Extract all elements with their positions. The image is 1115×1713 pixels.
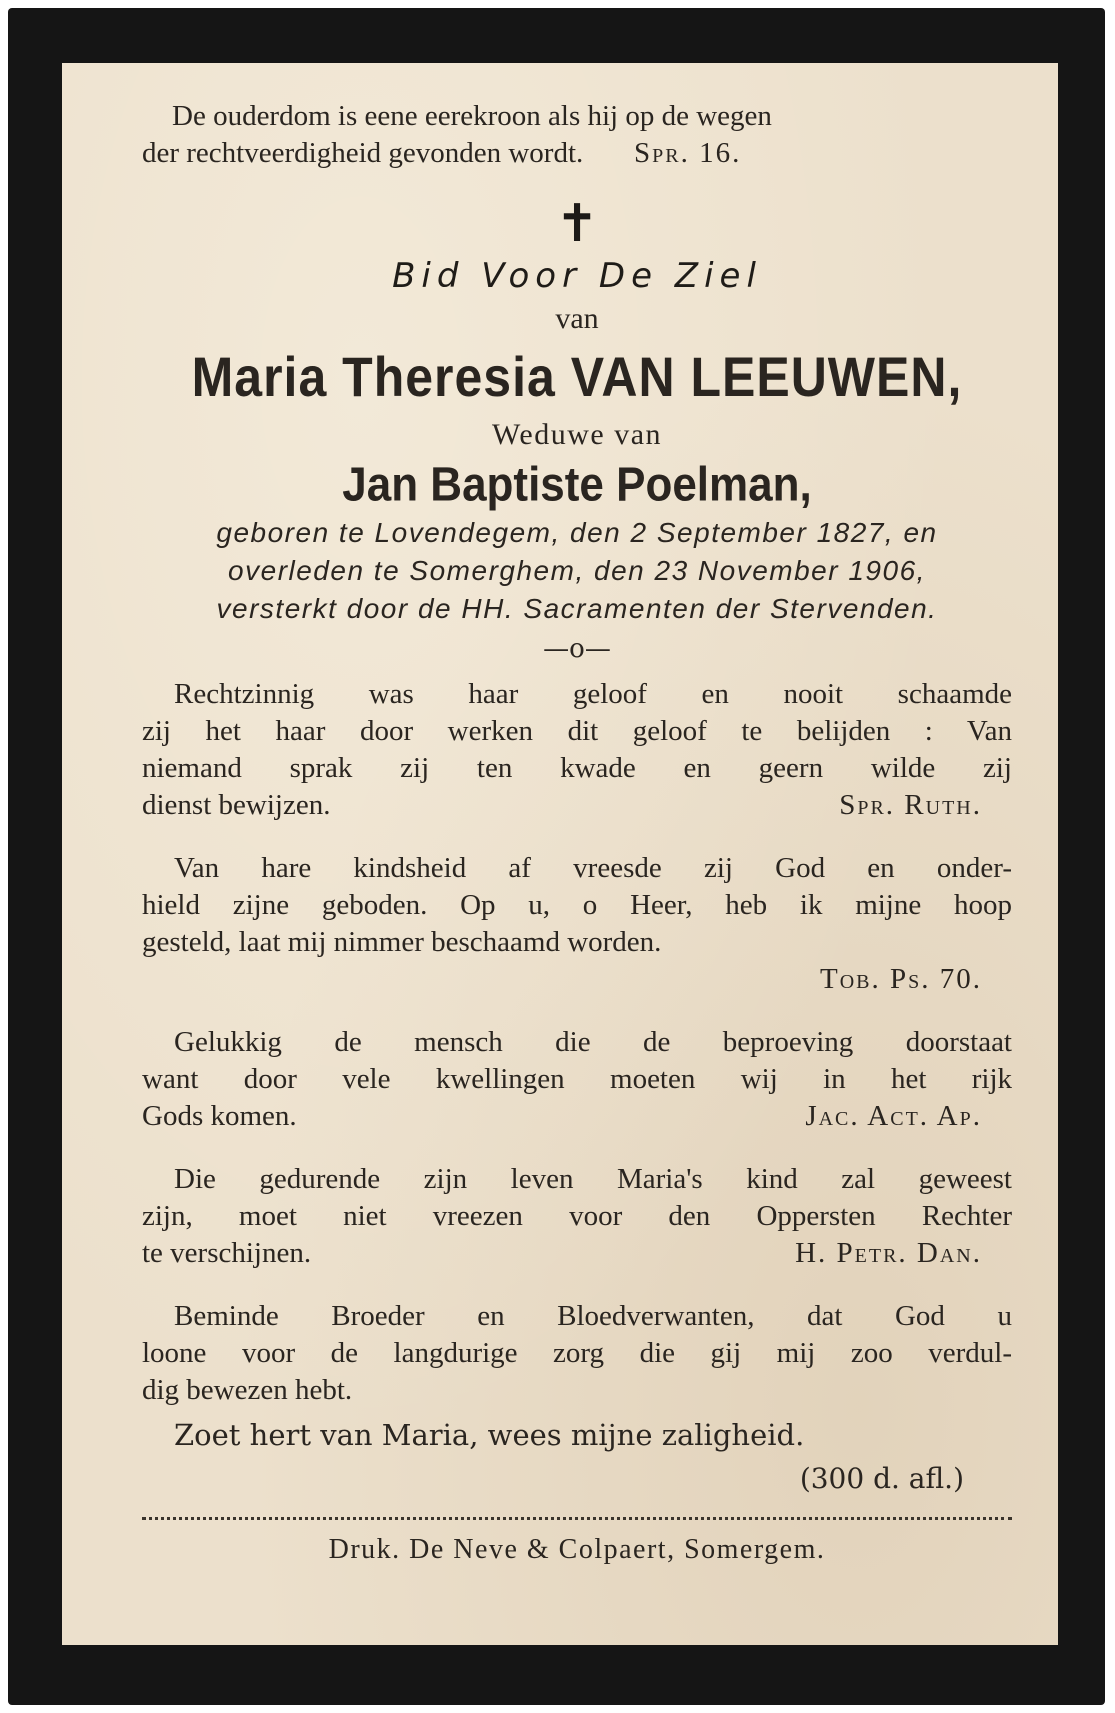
scripture-reference: Spr. Ruth. — [839, 789, 982, 821]
paragraph-line: hield zijne geboden. Op u, o Heer, heb ik mijne hoop — [142, 889, 1012, 921]
paragraph-4 — [142, 1161, 1012, 1272]
paragraph-line: Van hare kindsheid af vreesde zij God en onder- — [174, 852, 1012, 884]
paragraph-last-line: dig bewezen hebt. — [142, 1374, 353, 1406]
death-line: overleden te Somerghem, den 23 November 1906, — [228, 555, 926, 586]
card-paper — [62, 63, 1058, 1645]
widow-of-label: Weduwe van — [491, 418, 663, 451]
epigraph-line-1: De ouderdom is eene eerekroon als hij op de wegen — [172, 100, 772, 132]
cross-icon: ✝ — [555, 194, 599, 254]
deceased-name: Maria Theresia VAN LEEUWEN, — [191, 345, 963, 409]
epigraph-line-2-text: der rechtveerdigheid gevonden wordt. — [142, 137, 584, 169]
sacraments-line: versterkt door de HH. Sacramenten der Stervenden. — [216, 593, 938, 624]
epigraph-line-2 — [142, 135, 1012, 172]
spacer — [142, 1135, 1012, 1149]
spacer — [142, 1409, 1012, 1417]
paragraph-last-line — [142, 1235, 1012, 1272]
paragraph-line: zijn, moet niet vreezen voor den Oppersten Rechter — [142, 1200, 1012, 1232]
paragraph-line: Rechtzinnig was haar geloof en nooit schaamde — [174, 678, 1012, 710]
heading: Bid Voor De Ziel — [392, 256, 762, 296]
paragraph-line: zij het haar door werken dit geloof te belijden : Van — [142, 715, 1012, 747]
paragraph-3 — [142, 1024, 1012, 1135]
separator: —o— — [543, 634, 611, 664]
paragraph-last-line — [142, 787, 1012, 824]
epigraph — [142, 98, 1012, 172]
paragraph-last-text: Gods komen. — [142, 1100, 297, 1132]
paragraph-1 — [142, 676, 1012, 824]
card-content — [142, 98, 1012, 1566]
birth-line: geboren te Lovendegem, den 2 September 1827, en — [216, 517, 938, 548]
spacer — [142, 824, 1012, 838]
spacer — [142, 998, 1012, 1012]
paragraph-line: Beminde Broeder en Bloedverwanten, dat God u — [174, 1300, 1012, 1332]
paragraph-last-text: dienst bewijzen. — [142, 789, 331, 821]
epigraph-reference: Spr. 16. — [634, 137, 742, 169]
printer-imprint: Druk. De Neve & Colpaert, Somergem. — [328, 1534, 826, 1565]
paragraph-last-line — [142, 1098, 1012, 1135]
van-label: van — [555, 302, 599, 335]
scripture-reference: H. Petr. Dan. — [795, 1237, 982, 1269]
scripture-reference: Jac. Act. Ap. — [805, 1100, 982, 1132]
paragraph-line: want door vele kwellingen moeten wij in het rijk — [142, 1063, 1012, 1095]
dotted-divider — [142, 1517, 1012, 1520]
spacer — [142, 1272, 1012, 1286]
memorial-card — [8, 8, 1105, 1705]
paragraph-line: Gelukkig de mensch die de beproeving doorstaat — [174, 1026, 1012, 1058]
scripture-reference: Tob. Ps. 70. — [820, 963, 982, 995]
indulgence-note: (300 d. afl.) — [799, 1462, 964, 1495]
paragraph-5 — [142, 1298, 1012, 1409]
paragraph-line: niemand sprak zij ten kwade en geern wilde zij — [142, 752, 1012, 784]
paragraph-last-text: te verschijnen. — [142, 1237, 312, 1269]
paragraph-2 — [142, 850, 1012, 998]
paragraph-last-line: gesteld, laat mij nimmer beschaamd worden. — [142, 926, 662, 958]
spouse-name: Jan Baptiste Poelman, — [342, 457, 812, 512]
dates-block — [142, 514, 1012, 628]
closing-prayer: Zoet hert van Maria, wees mijne zaligheid. — [174, 1418, 805, 1452]
paragraph-line: Die gedurende zijn leven Maria's kind zal geweest — [174, 1163, 1012, 1195]
paragraph-line: loone voor de langdurige zorg die gij mij zoo verdul- — [142, 1337, 1012, 1369]
